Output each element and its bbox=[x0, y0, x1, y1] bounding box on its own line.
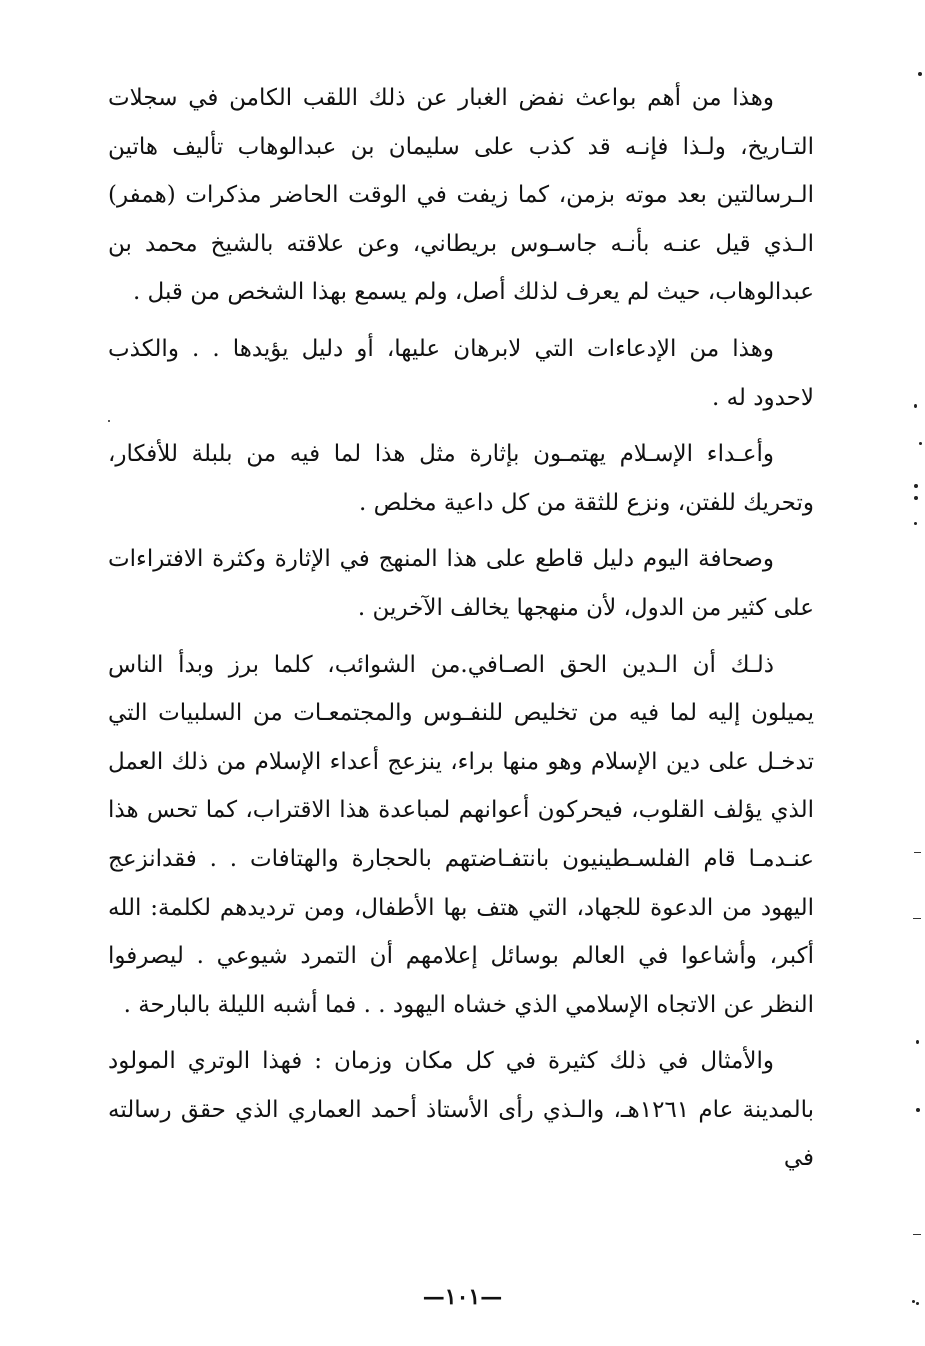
scan-speck bbox=[914, 484, 918, 488]
scan-mark bbox=[913, 1234, 921, 1235]
scan-speck bbox=[108, 420, 110, 422]
paragraph-4: وصحافة اليوم دليل قاطع على هذا المنهج في الإثارة وكثرة الافتراءات على كثير من الدول، لأن منهجها يخالف الآخرين . bbox=[108, 546, 814, 621]
scan-speck bbox=[919, 442, 922, 445]
scan-mark bbox=[914, 852, 921, 853]
paragraph-2: وهذا من الإدعاءات التي لابرهان عليها، أو دليل يؤيدها . . والكذب لاحدود له . bbox=[108, 335, 814, 411]
scan-speck bbox=[912, 1300, 915, 1303]
scan-mark bbox=[913, 918, 921, 919]
scan-speck bbox=[916, 1302, 919, 1305]
paragraph-3: وأعـداء الإسـلام يهتمـون بإثارة مثل هذا لما فيه من بلبلة للأفكار، وتحريك للفتن، ونزع للثقة من كل داعية مخلص . bbox=[108, 441, 814, 516]
paragraph-1: وهذا من أهم بواعث نفض الغبار عن ذلك اللقب الكامن في سجلات التـاريخ، ولـذا فإنـه قد كذب على سليمان بن عبدالوهاب تأليف هاتين الـرسالتين بعد موته بزمن، كما زيفت في الوقت الحاضر مذكرات (همفر) الـذي قيل عنـه بأنـه جاسـوس بريطاني، وعن علاقته بالشيخ محمد بن عبدالوهاب، حيث لم يعرف لذلك أصل، ولم يسمع بهذا الشخص من قبل . bbox=[108, 85, 814, 306]
page-number: —١٠١— bbox=[422, 1284, 503, 1310]
paragraph-6: والأمثال في ذلك كثيرة في كل مكان وزمان : فهذا الوتري المولود بالمدينة عام ١٢٦١هـ، والـذي رأى الأستاذ أحمد العماري الذي حقق رسالته في bbox=[108, 1048, 815, 1172]
body-text bbox=[108, 74, 814, 1183]
scan-speck bbox=[914, 522, 917, 525]
scan-speck bbox=[918, 72, 922, 76]
paragraph-5: ذلـك أن الـدين الحق الصـافي.من الشوائب، كلما برز وبدأ الناس يميلون إليه لما فيه من تخليص للنفـوس والمجتمعـات من السلبيات التي تدخـل على دين الإسلام وهو منها براء، ينزعج أعداء الإسلام من ذلك العمل الذي يؤلف القلوب، فيحركون أعوانهم لمباعدة هذا الاقتراب، كما تحس هذا عنـدمـا قام الفلسـطينيون بانتفـاضتهم بالحجارة والهتافات . . فقدانزعج اليهود من الدعوة للجهاد، التي هتف بها الأطفال، ومن ترديدهم لكلمة: الله أكبر، وأشاعوا في العالم بوسائل إعلامهم أن التمرد شيوعي . ليصرفوا النظر عن الاتجاه الإسلامي الذي خشاه اليهود . . فما أشبه الليلة بالبارحة . bbox=[108, 651, 814, 1018]
scan-speck bbox=[914, 496, 918, 500]
scan-speck bbox=[916, 1040, 919, 1044]
scan-speck bbox=[914, 404, 917, 408]
scan-speck bbox=[916, 1108, 920, 1112]
